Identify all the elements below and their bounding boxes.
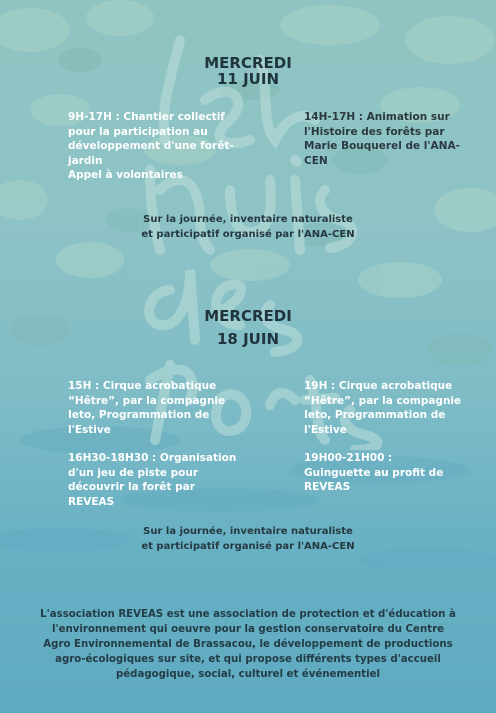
day1-heading — [0, 52, 496, 90]
event-time: 15H : — [68, 380, 100, 392]
day1-event-2 — [304, 110, 474, 168]
note-line: Sur la journée, inventaire naturaliste — [143, 214, 353, 225]
day2-event-4 — [304, 451, 454, 495]
note-line: et participatif organisé par l'ANA-CEN — [141, 541, 355, 552]
day2-date: 18 JUIN — [217, 330, 279, 348]
association-description: L'association REVEAS est une association de protection et d'éducation à l'environnement qui oeuvre pour la gestion conservatoire du Centre Agro Environnemental de Brassacou, le développement de productions agro-écologiques sur site, et qui propose différents types d'accueil pédagogique, social, culturel et événementiel — [40, 609, 456, 680]
day2-note — [0, 524, 496, 554]
day2-event-1 — [68, 379, 248, 437]
day2-event-3 — [68, 451, 243, 509]
day1-event-1 — [68, 110, 238, 183]
day1-weekday: MERCREDI — [204, 54, 292, 72]
day2-weekday: MERCREDI — [204, 307, 292, 325]
event-time: 19H00-21H00 : — [304, 452, 393, 464]
day1-note — [0, 212, 496, 242]
event-time: 19H : — [304, 380, 336, 392]
note-line: Sur la journée, inventaire naturaliste — [143, 526, 353, 537]
event-extra: Appel à volontaires — [68, 169, 183, 181]
event-text: Cirque acrobatique “Hêtre”, par la compagnie Ieto, Programmation de l'Estive — [68, 380, 226, 436]
day2-event-2 — [304, 379, 484, 437]
event-text: Guinguette au profit de REVEAS — [304, 466, 444, 493]
event-text: Chantier collectif pour la participation au développement d'une forêt-jardin — [68, 111, 234, 167]
event-time: 14H-17H : — [304, 111, 364, 123]
event-time: 16H30-18H30 : — [68, 452, 157, 464]
event-text: Animation sur l'Histoire des forêts par Marie Bouquerel de l'ANA-CEN — [304, 111, 460, 167]
event-text: Organisation d'un jeu de piste pour découvrir la forêt par REVEAS — [68, 452, 237, 508]
day1-date: 11 JUIN — [217, 70, 279, 88]
event-time: 9H-17H : — [68, 111, 120, 123]
note-line: et participatif organisé par l'ANA-CEN — [141, 229, 355, 240]
day2-heading — [0, 305, 496, 350]
event-text: Cirque acrobatique “Hêtre”, par la compagnie Ieto, Programmation de l'Estive — [304, 380, 462, 436]
